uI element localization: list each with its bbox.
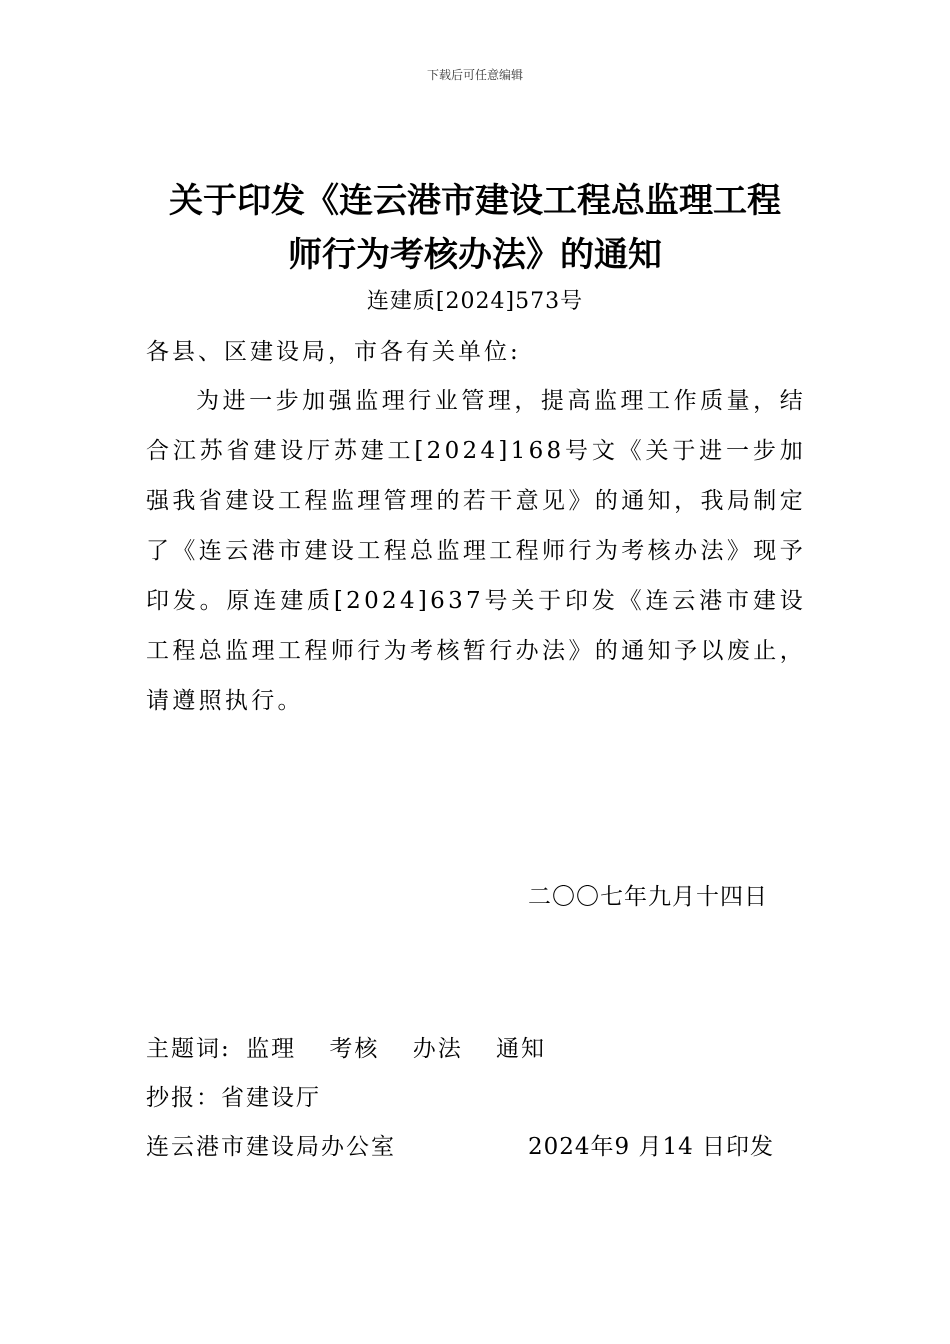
cc-line: 抄报：省建设厅 — [146, 1085, 321, 1111]
title-line-2: 师行为考核办法》的通知 — [288, 235, 662, 275]
keyword: 办法 — [412, 1036, 463, 1062]
issue-date: 二〇〇七年九月十四日 — [528, 884, 768, 910]
keyword: 考核 — [329, 1036, 380, 1062]
header-note: 下载后可任意编辑 — [426, 68, 523, 82]
keywords-line — [146, 1030, 570, 1063]
addressee: 各县、区建设局，市各有关单位: — [146, 339, 521, 365]
document-number: 连建质[2024]573号 — [366, 289, 584, 314]
keywords-label: 主题词: — [146, 1036, 231, 1062]
document-title — [140, 174, 810, 282]
keyword: 监理 — [246, 1036, 297, 1062]
title-line-1: 关于印发《连云港市建设工程总监理工程 — [169, 181, 781, 221]
issuer: 连云港市建设局办公室 — [146, 1134, 396, 1160]
body-paragraph: 为进一步加强监理行业管理，提高监理工作质量，结合江苏省建设厅苏建工[2024]168号文《关于进一步加强我省建设工程监理管理的若干意见》的通知，我局制定了《连云港市建设工程总监理工程师行为考核办法》现予印发。原连建质[2024]637号关于印发《连云港市建设工程总监理工程师行为考核暂行办法》的通知予以废止，请遵照执行。 — [146, 388, 806, 714]
print-date: 2024年9 月14 日印发 — [528, 1134, 775, 1160]
keyword: 通知 — [496, 1036, 546, 1062]
